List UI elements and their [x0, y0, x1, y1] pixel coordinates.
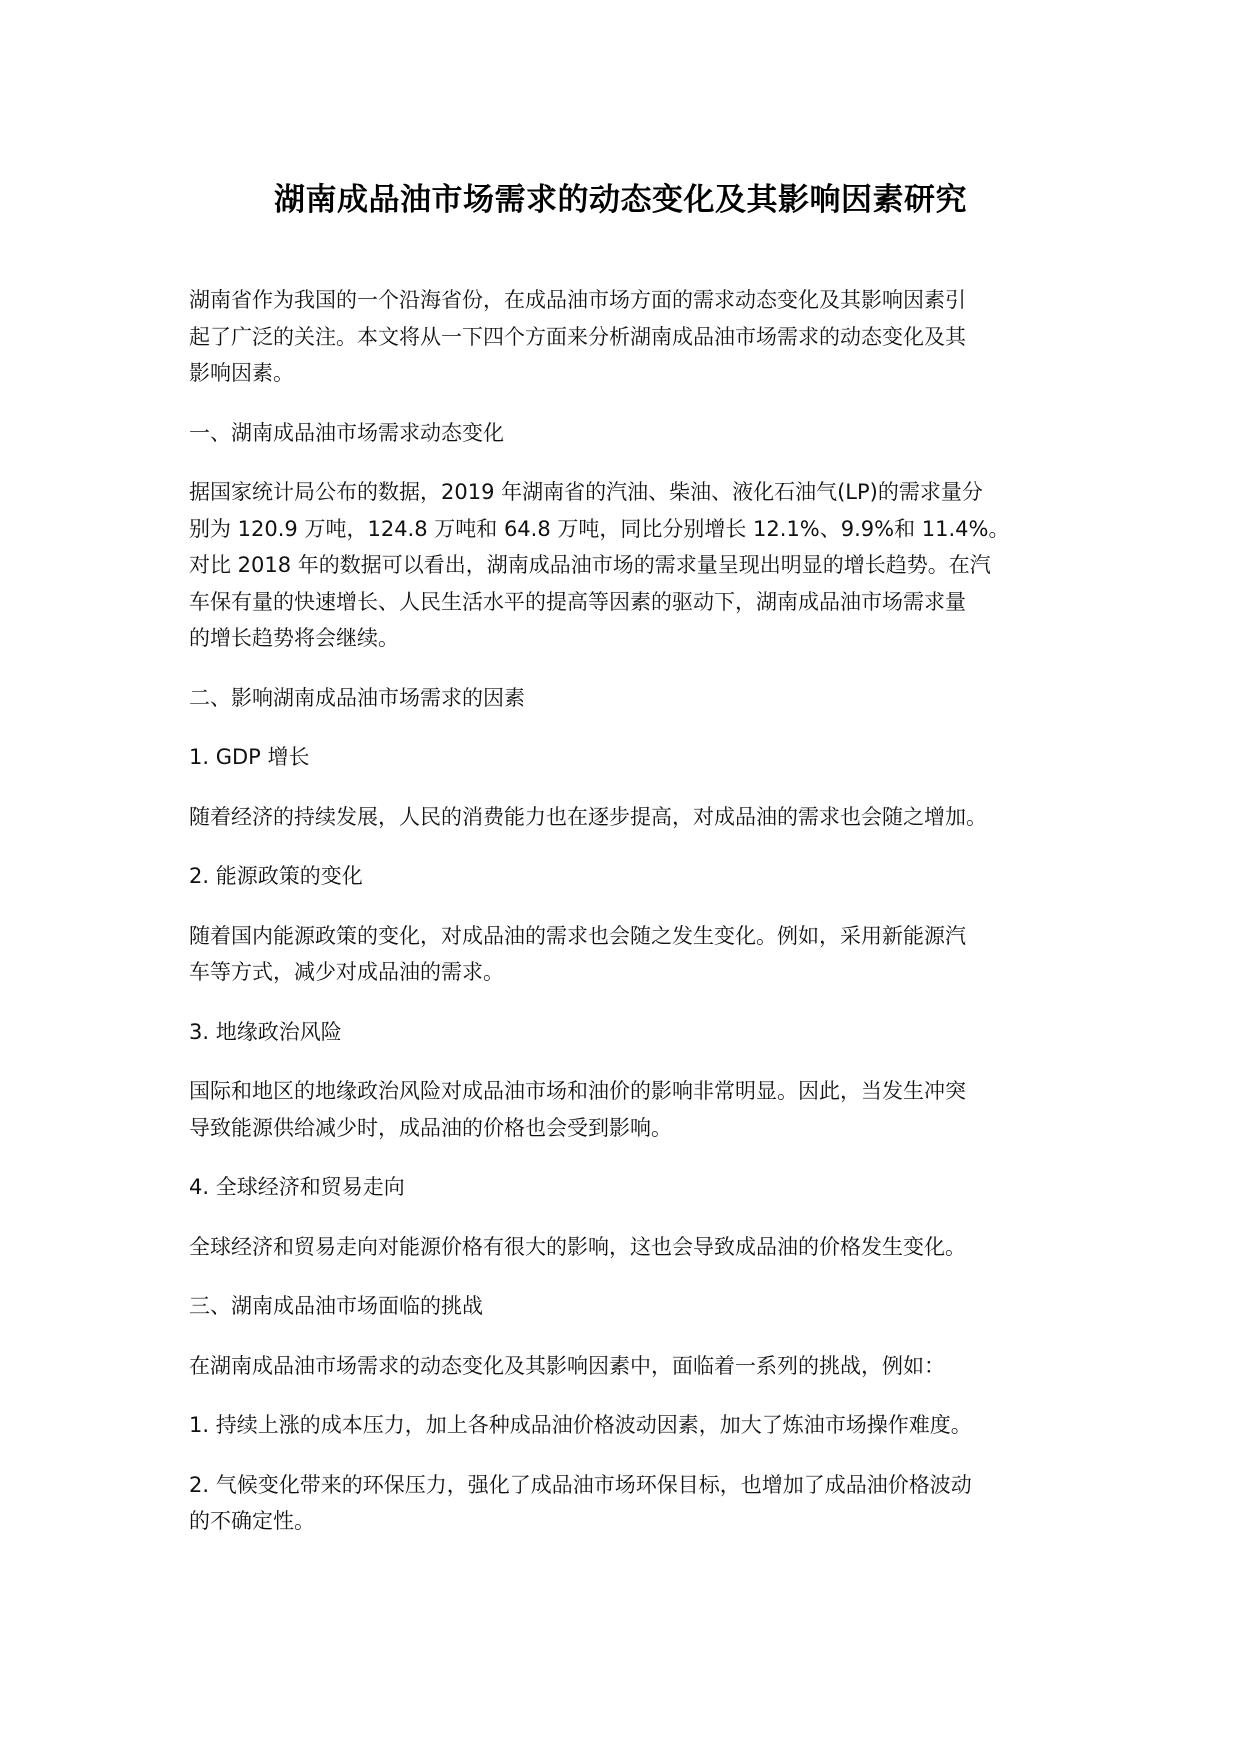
heading-text: 二、影响湖南成品油市场需求的因素	[189, 685, 525, 710]
subheading-energy-policy	[189, 858, 1069, 895]
paragraph-challenges-intro	[189, 1348, 1069, 1385]
text-line: 1. 持续上涨的成本压力，加上各种成品油价格波动因素，加大了炼油市场操作难度。	[189, 1413, 972, 1437]
text-line: 随着经济的持续发展，人民的消费能力也在逐步提高，对成品油的需求也会随之增加。	[189, 804, 987, 829]
list-item-challenge-2	[189, 1467, 1069, 1540]
heading-text: 一、湖南成品油市场需求动态变化	[189, 420, 504, 445]
subheading-text: 3. 地缘政治风险	[189, 1019, 342, 1044]
section-heading-1	[189, 415, 1069, 452]
paragraph-geopolitical-risk	[189, 1073, 1069, 1146]
text-line: 全球经济和贸易走向对能源价格有很大的影响，这也会导致成品油的价格发生变化。	[189, 1234, 966, 1259]
text-line: 的不确定性。	[189, 1509, 315, 1533]
text-line: 导致能源供给减少时，成品油的价格也会受到影响。	[189, 1115, 672, 1140]
subheading-text: 4. 全球经济和贸易走向	[189, 1175, 405, 1199]
heading-text: 三、湖南成品油市场面临的挑战	[189, 1294, 483, 1318]
subheading-text: 2. 能源政策的变化	[189, 864, 363, 888]
text-line: 对比 2018 年的数据可以看出，湖南成品油市场的需求量呈现出明显的增长趋势。在汽	[189, 553, 991, 577]
text-line: 国际和地区的地缘政治风险对成品油市场和油价的影响非常明显。因此，当发生冲突	[189, 1079, 966, 1103]
paragraph-gdp	[189, 799, 1069, 836]
text-line: 湖南省作为我国的一个沿海省份，在成品油市场方面的需求动态变化及其影响因素引	[189, 288, 966, 312]
list-item-challenge-1	[189, 1407, 1069, 1444]
paragraph-demand-data	[189, 474, 1069, 657]
text-line: 车保有量的快速增长、人民生活水平的提高等因素的驱动下，湖南成品油市场需求量	[189, 589, 966, 614]
section-heading-2	[189, 680, 1069, 717]
section-heading-3	[189, 1288, 1069, 1325]
text-line: 2. 气候变化带来的环保压力，强化了成品油市场环保目标，也增加了成品油价格波动	[189, 1472, 972, 1497]
paragraph-energy-policy	[189, 918, 1069, 991]
subheading-text: 1. GDP 增长	[189, 745, 310, 769]
subheading-global-trade	[189, 1169, 1069, 1206]
subheading-gdp	[189, 739, 1069, 776]
paragraph-global-trade	[189, 1229, 1069, 1266]
paragraph-intro	[189, 282, 1069, 392]
text-line: 影响因素。	[189, 361, 294, 385]
subheading-geopolitical-risk	[189, 1014, 1069, 1051]
text-line: 起了广泛的关注。本文将从一下四个方面来分析湖南成品油市场需求的动态变化及其	[189, 324, 966, 349]
text-line: 据国家统计局公布的数据，2019 年湖南省的汽油、柴油、液化石油气(LP)的需求量分	[189, 480, 983, 504]
text-line: 在湖南成品油市场需求的动态变化及其影响因素中，面临着一系列的挑战，例如：	[189, 1353, 945, 1378]
text-line: 的增长趋势将会继续。	[189, 626, 399, 650]
text-line: 车等方式，减少对成品油的需求。	[189, 960, 504, 984]
text-line: 别为 120.9 万吨，124.8 万吨和 64.8 万吨，同比分别增长 12.1%、9.9%和 11.4%。	[189, 516, 1010, 541]
document-body	[189, 282, 1069, 1563]
document-title: 湖南成品油市场需求的动态变化及其影响因素研究	[274, 182, 967, 218]
text-line: 随着国内能源政策的变化，对成品油的需求也会随之发生变化。例如，采用新能源汽	[189, 923, 966, 948]
